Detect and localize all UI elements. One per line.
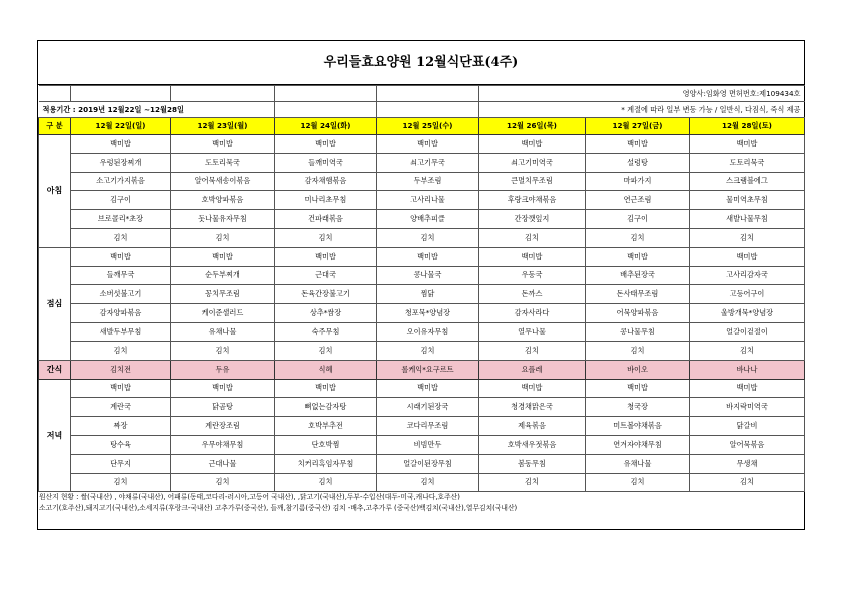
menu-cell: 김구이 — [586, 210, 690, 229]
menu-cell: 김치 — [586, 473, 690, 492]
breakfast-row — [39, 191, 805, 210]
menu-cell: 백미밥 — [71, 247, 171, 266]
menu-cell: 유채나물 — [586, 454, 690, 473]
menu-cell: 스크램블에그 — [690, 172, 805, 191]
menu-cell: 백미밥 — [586, 247, 690, 266]
dinner-row — [39, 417, 805, 436]
origin-line-1: 원산지 현황 : 쌀(국내산) , 야채류(국내산), 어패류(동태,코다리-러시아,고등어 국내산), ,닭고기(국내산),두부-수입산(대두-미국,캐나다,호주산) — [39, 493, 460, 501]
menu-cell: 백미밥 — [377, 135, 479, 154]
menu-cell: 소고기가지볶음 — [71, 172, 171, 191]
menu-cell: 김치 — [377, 341, 479, 360]
menu-cell: 쇠고기무국 — [377, 153, 479, 172]
menu-cell: 김치 — [71, 341, 171, 360]
dinner-row — [39, 454, 805, 473]
menu-cell: 호박새우젓볶음 — [479, 435, 586, 454]
menu-cell: 청경채맑은국 — [479, 398, 586, 417]
period-info: 적용기간 : 2019년 12월22일 ~12월28일 — [39, 102, 275, 118]
menu-cell: 물미역초무침 — [690, 191, 805, 210]
breakfast-row — [39, 210, 805, 229]
menu-cell: 고사리감자국 — [690, 266, 805, 285]
menu-cell: 새발나물무침 — [690, 210, 805, 229]
menu-cell: 돈육간장불고기 — [275, 285, 377, 304]
menu-cell: 백미밥 — [690, 379, 805, 398]
menu-cell: 무생채 — [690, 454, 805, 473]
menu-cell: 김치 — [275, 341, 377, 360]
menu-cell: 꽁치무조림 — [171, 285, 275, 304]
menu-cell: 김치 — [690, 228, 805, 247]
day-header: 12월 23일(월) — [171, 118, 275, 135]
lunch-row — [39, 247, 805, 266]
menu-cell: 백미밥 — [275, 135, 377, 154]
menu-cell: 고사리나물 — [377, 191, 479, 210]
snack-cell: 요플레 — [479, 360, 586, 379]
menu-cell: 백미밥 — [690, 135, 805, 154]
menu-cell: 마파가지 — [586, 172, 690, 191]
breakfast-label: 아침 — [39, 135, 71, 248]
menu-cell: 백미밥 — [171, 379, 275, 398]
menu-cell: 백미밥 — [690, 247, 805, 266]
menu-cell: 단호박찜 — [275, 435, 377, 454]
menu-cell: 닭갈비 — [690, 417, 805, 436]
lunch-label: 점심 — [39, 247, 71, 360]
menu-cell: 들깨미역국 — [275, 153, 377, 172]
day-header: 12월 27일(금) — [586, 118, 690, 135]
nutritionist-info: 영양사:임화영 면허번호:제109434호 — [479, 86, 805, 102]
menu-cell: 백미밥 — [586, 135, 690, 154]
menu-cell: 백미밥 — [479, 135, 586, 154]
menu-cell: 봄동무침 — [479, 454, 586, 473]
menu-cell: 감자채햄볶음 — [275, 172, 377, 191]
menu-cell: 김치 — [479, 473, 586, 492]
menu-cell: 백미밥 — [479, 247, 586, 266]
menu-cell: 김치 — [479, 341, 586, 360]
snack-cell: 바나나 — [690, 360, 805, 379]
snack-cell: 김치전 — [71, 360, 171, 379]
menu-cell: 김치 — [377, 473, 479, 492]
menu-cell: 알어묵볶음 — [690, 435, 805, 454]
snack-cell: 두유 — [171, 360, 275, 379]
menu-cell: 김치 — [275, 473, 377, 492]
menu-cell: 쇠고기미역국 — [479, 153, 586, 172]
menu-cell: 김치 — [171, 228, 275, 247]
menu-cell: 김치 — [690, 341, 805, 360]
menu-cell: 치커리흑임자무침 — [275, 454, 377, 473]
breakfast-row — [39, 135, 805, 154]
breakfast-row — [39, 228, 805, 247]
menu-cell: 김치 — [377, 228, 479, 247]
info-row-2 — [39, 102, 805, 118]
day-header: 12월 26일(목) — [479, 118, 586, 135]
menu-cell: 김치 — [586, 341, 690, 360]
menu-cell: 콩나물무침 — [586, 322, 690, 341]
origin-footer — [38, 492, 805, 514]
menu-cell: 김치 — [71, 228, 171, 247]
menu-cell: 청포묵*양념장 — [377, 304, 479, 323]
menu-cell: 돗나물유자무침 — [171, 210, 275, 229]
menu-cell: 들깨무국 — [71, 266, 171, 285]
menu-cell: 김치 — [690, 473, 805, 492]
breakfast-row — [39, 153, 805, 172]
menu-cell: 김치 — [171, 341, 275, 360]
menu-cell: 후랑크야채볶음 — [479, 191, 586, 210]
menu-cell: 감자사라다 — [479, 304, 586, 323]
menu-cell: 비빔만두 — [377, 435, 479, 454]
menu-cell: 백미밥 — [171, 247, 275, 266]
menu-cell: 어묵양파볶음 — [586, 304, 690, 323]
menu-cell: 백미밥 — [275, 247, 377, 266]
menu-cell: 우렁된장찌개 — [71, 153, 171, 172]
menu-cell: 김치 — [275, 228, 377, 247]
lunch-row — [39, 322, 805, 341]
lunch-row — [39, 266, 805, 285]
menu-cell: 짜장 — [71, 417, 171, 436]
menu-cell: 건파래볶음 — [275, 210, 377, 229]
menu-cell: 백미밥 — [275, 379, 377, 398]
menu-cell: 계란장조림 — [171, 417, 275, 436]
lunch-row — [39, 341, 805, 360]
menu-cell: 우동국 — [479, 266, 586, 285]
menu-cell: 닭곰탕 — [171, 398, 275, 417]
menu-cell: 김치 — [479, 228, 586, 247]
breakfast-row — [39, 172, 805, 191]
snack-label: 간식 — [39, 360, 71, 379]
menu-cell: 백미밥 — [377, 247, 479, 266]
menu-cell: 배추된장국 — [586, 266, 690, 285]
menu-cell: 양배추피클 — [377, 210, 479, 229]
menu-cell: 울방개묵*양념장 — [690, 304, 805, 323]
menu-cell: 바지락미역국 — [690, 398, 805, 417]
menu-cell: 시래기된장국 — [377, 398, 479, 417]
snack-cell: 바이오 — [586, 360, 690, 379]
menu-cell: 콩나물국 — [377, 266, 479, 285]
menu-cell: 유채나물 — [171, 322, 275, 341]
menu-cell: 백미밥 — [71, 379, 171, 398]
menu-cell: 청국장 — [586, 398, 690, 417]
menu-cell: 미트볼야채볶음 — [586, 417, 690, 436]
day-header: 12월 28일(토) — [690, 118, 805, 135]
menu-cell: 설렁탕 — [586, 153, 690, 172]
menu-cell: 고등어구이 — [690, 285, 805, 304]
menu-cell: 돈까스 — [479, 285, 586, 304]
info-row-1 — [39, 86, 805, 102]
day-header: 12월 22일(일) — [71, 118, 171, 135]
menu-cell: 미나리초무침 — [275, 191, 377, 210]
menu-cell: 돈사태무조림 — [586, 285, 690, 304]
menu-cell: 우무야채무침 — [171, 435, 275, 454]
menu-cell: 김구이 — [71, 191, 171, 210]
snack-cell: 식혜 — [275, 360, 377, 379]
menu-cell: 브로콜리*초장 — [71, 210, 171, 229]
menu-cell: 순두부찌개 — [171, 266, 275, 285]
menu-cell: 도토리묵국 — [171, 153, 275, 172]
header-row — [39, 118, 805, 135]
dinner-row — [39, 473, 805, 492]
day-header: 12월 25일(수) — [377, 118, 479, 135]
origin-line-2: 소고기(호주산),돼지고기(국내산),소세지류(후랑크-국내산) 고추가루(중국산), 들깨,참기름(중국산) 김치 -배추,고추가루 (중국산)백김치(국내산),열무김치(국내산) — [39, 504, 518, 512]
menu-cell: 소버섯불고기 — [71, 285, 171, 304]
menu-cell: 큰멸치무조림 — [479, 172, 586, 191]
dinner-row — [39, 398, 805, 417]
menu-cell: 연근조림 — [586, 191, 690, 210]
snack-cell: 롤케익*요구르트 — [377, 360, 479, 379]
menu-cell: 탕수육 — [71, 435, 171, 454]
menu-cell: 호박양파볶음 — [171, 191, 275, 210]
menu-cell: 숙주무침 — [275, 322, 377, 341]
menu-cell: 케이준샐러드 — [171, 304, 275, 323]
day-header: 12월 24일(화) — [275, 118, 377, 135]
menu-cell: 찜닭 — [377, 285, 479, 304]
menu-cell: 두부조림 — [377, 172, 479, 191]
menu-cell: 도토리묵국 — [690, 153, 805, 172]
menu-cell: 근대국 — [275, 266, 377, 285]
menu-cell: 근대나물 — [171, 454, 275, 473]
menu-cell: 오이유자무침 — [377, 322, 479, 341]
menu-cell: 백미밥 — [586, 379, 690, 398]
menu-cell: 얼갈이된장무침 — [377, 454, 479, 473]
page-title: 우리들효요양원 12월식단표(4주) — [38, 41, 804, 85]
dinner-label: 저녁 — [39, 379, 71, 492]
menu-table — [38, 85, 805, 492]
snack-row — [39, 360, 805, 379]
menu-cell: 뼈없는감자탕 — [275, 398, 377, 417]
menu-cell: 새발두부무침 — [71, 322, 171, 341]
menu-cell: 감자양파볶음 — [71, 304, 171, 323]
lunch-row — [39, 285, 805, 304]
menu-cell: 백미밥 — [479, 379, 586, 398]
note-info: * 계절에 따라 일부 변동 가능 / 일반식, 다짐식, 죽식 제공 — [479, 102, 805, 118]
menu-cell: 김치 — [171, 473, 275, 492]
menu-cell: 상추*쌈장 — [275, 304, 377, 323]
dinner-row — [39, 379, 805, 398]
menu-cell: 코다리무조림 — [377, 417, 479, 436]
menu-cell: 연겨자야채무침 — [586, 435, 690, 454]
menu-cell: 김치 — [71, 473, 171, 492]
menu-cell: 백미밥 — [71, 135, 171, 154]
menu-sheet — [37, 40, 805, 530]
menu-cell: 백미밥 — [377, 379, 479, 398]
menu-cell: 김치 — [586, 228, 690, 247]
menu-cell: 백미밥 — [171, 135, 275, 154]
dinner-row — [39, 435, 805, 454]
menu-cell: 호박부추전 — [275, 417, 377, 436]
menu-cell: 단무지 — [71, 454, 171, 473]
menu-cell: 알어묵새송이볶음 — [171, 172, 275, 191]
menu-cell: 간장깻잎지 — [479, 210, 586, 229]
menu-cell: 열무나물 — [479, 322, 586, 341]
menu-cell: 얼갈이겉절이 — [690, 322, 805, 341]
menu-cell: 제육볶음 — [479, 417, 586, 436]
header-corner: 구 분 — [39, 118, 71, 135]
lunch-row — [39, 304, 805, 323]
menu-cell: 계란국 — [71, 398, 171, 417]
